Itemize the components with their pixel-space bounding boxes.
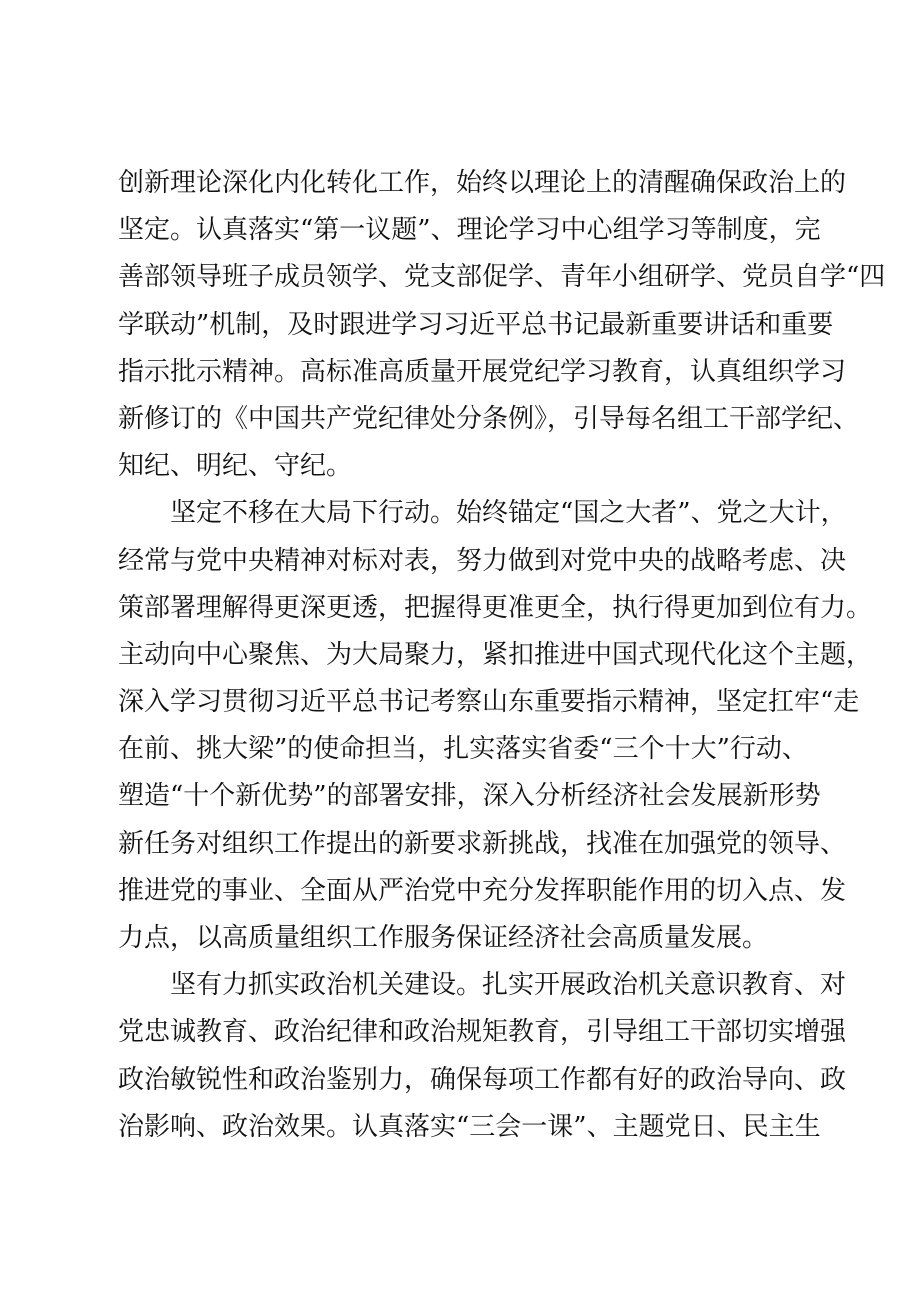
text-line: 政治敏锐性和政治鉴别力，确保每项工作都有好的政治导向、政 bbox=[118, 1064, 847, 1095]
text-line: 创新理论深化内化转化工作，始终以理论上的清醒确保政治上的 bbox=[118, 168, 847, 198]
document-body bbox=[118, 160, 886, 1151]
text-line: 坚定。认真落实“第一议题”、理论学习中心组学习等制度，完 bbox=[118, 215, 821, 246]
text-line: 善部领导班子成员领学、党支部促学、青年小组研学、党员自学“四 bbox=[118, 262, 886, 293]
text-line: 治影响、政治效果。认真落实“三会一课”、主题党日、民主生 bbox=[118, 1111, 821, 1142]
text-line: 知纪、明纪、守纪。 bbox=[118, 451, 353, 482]
text-line: 深入学习贯彻习近平总书记考察山东重要指示精神，坚定扛牢“走 bbox=[118, 687, 860, 718]
text-line: 党忠诚教育、政治纪律和政治规矩教育，引导组工干部切实增强 bbox=[118, 1017, 847, 1048]
text-line: 坚有力抓实政治机关建设。扎实开展政治机关意识教育、对 bbox=[118, 970, 847, 1001]
text-line: 在前、挑大梁”的使命担当，扎实落实省委“三个十大”行动、 bbox=[118, 734, 808, 765]
text-line: 坚定不移在大局下行动。始终锚定“国之大者”、党之大计， bbox=[118, 498, 847, 529]
text-line: 指示批示精神。高标准高质量开展党纪学习教育，认真组织学习 bbox=[118, 356, 847, 387]
text-line: 策部署理解得更深更透，把握得更准更全，执行得更加到位有力。 bbox=[118, 592, 873, 623]
text-line: 力点，以高质量组织工作服务保证经济社会高质量发展。 bbox=[118, 923, 769, 953]
text-line: 经常与党中央精神对标对表，努力做到对党中央的战略考虑、决 bbox=[118, 545, 847, 576]
text-line: 主动向中心聚焦、为大局聚力，紧扣推进中国式现代化这个主题， bbox=[118, 639, 873, 670]
text-line: 学联动”机制，及时跟进学习习近平总书记最新重要讲话和重要 bbox=[118, 309, 834, 340]
text-line: 新任务对组织工作提出的新要求新挑战，找准在加强党的领导、 bbox=[118, 828, 847, 859]
text-line: 新修订的《中国共产党纪律处分条例》，引导每名组工干部学纪、 bbox=[118, 403, 860, 434]
text-line: 推进党的事业、全面从严治党中充分发挥职能作用的切入点、发 bbox=[118, 875, 847, 906]
text-line: 塑造“十个新优势”的部署安排，深入分析经济社会发展新形势 bbox=[118, 781, 821, 812]
